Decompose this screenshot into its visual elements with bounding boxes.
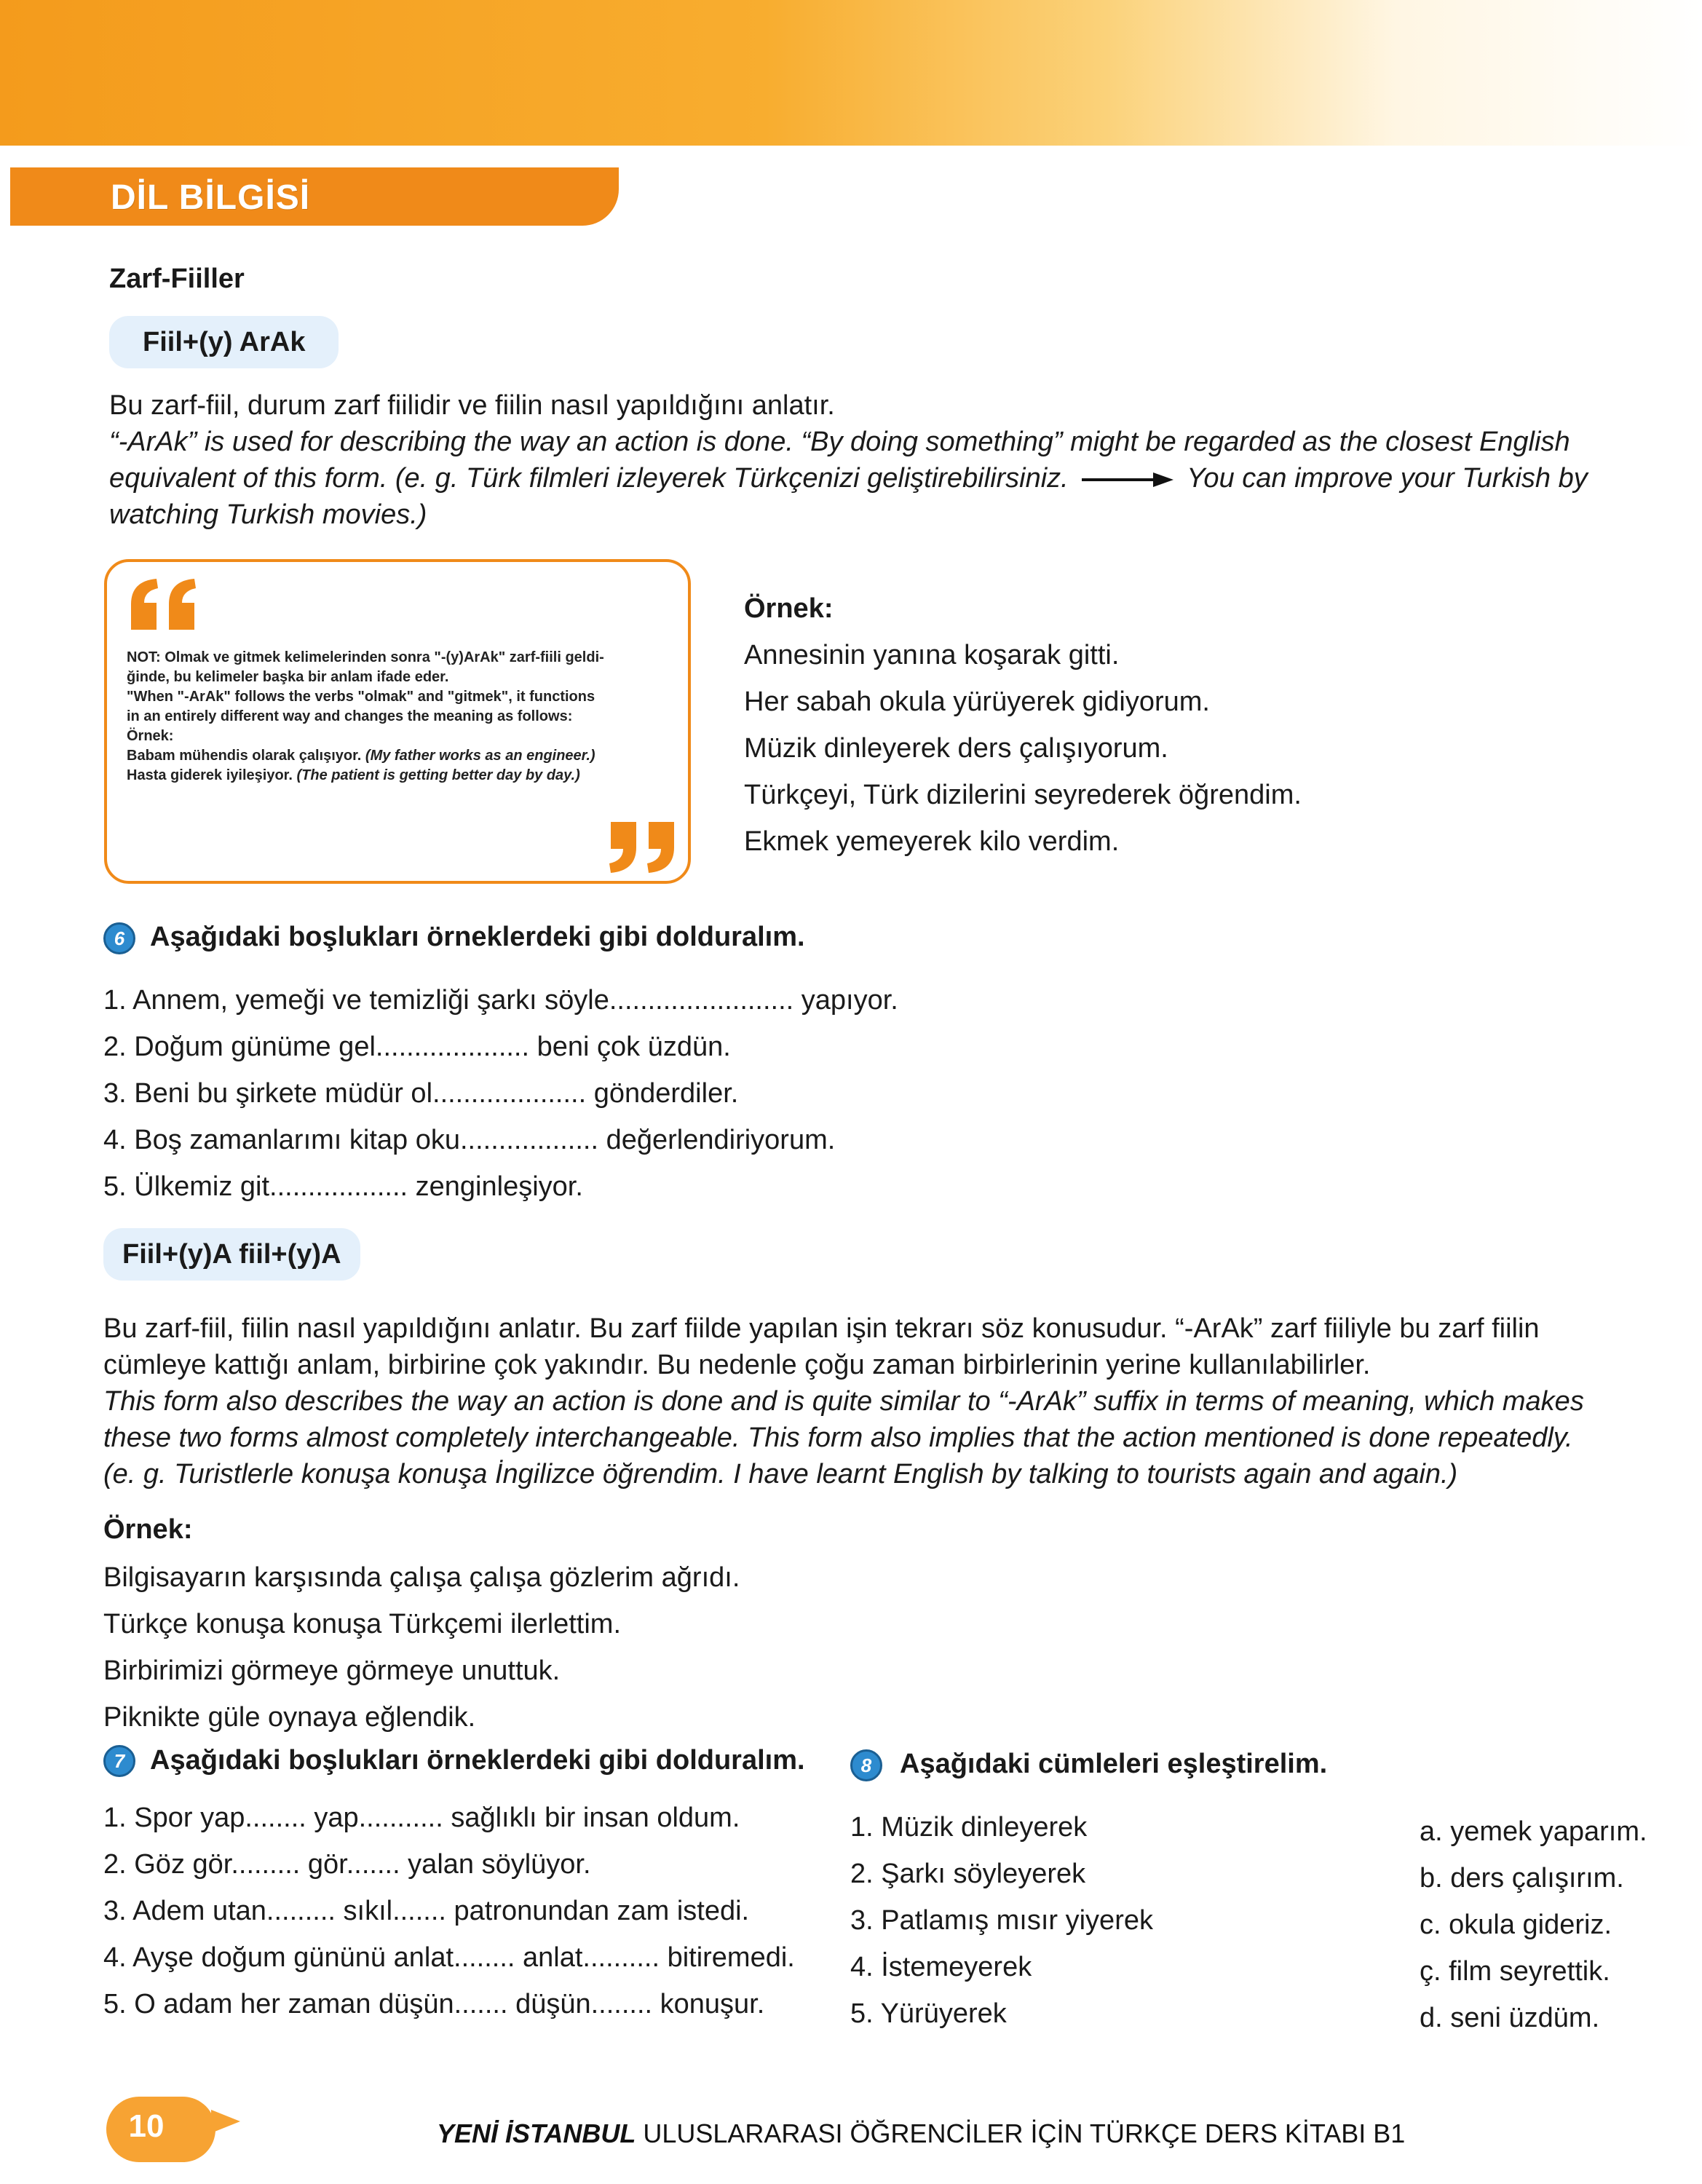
top-decorative-band (0, 0, 1702, 146)
exercise8-left-list (850, 1804, 1153, 2037)
intro-en-line2 (109, 460, 1638, 496)
note-example2-en: (The patient is getting better day by day.) (296, 767, 580, 783)
match-right-item: b. ders çalışırım. (1420, 1863, 1624, 1894)
match-right-item: a. yemek yaparım. (1420, 1816, 1647, 1847)
intro-paragraph-arak (109, 387, 1638, 533)
note-example1-tr: Babam mühendis olarak çalışıyor. (127, 748, 362, 764)
section-title: Zarf-Fiiller (109, 264, 245, 294)
intro-paragraph-ya (103, 1310, 1676, 1492)
exercise-item: 1. Spor yap........ yap........... sağlıklı bir insan oldum. (103, 1803, 740, 1833)
examples2-title: Örnek: (103, 1514, 193, 1545)
note-line5: Örnek: (127, 728, 174, 744)
match-left-item: 1. Müzik dinleyerek (850, 1812, 1088, 1843)
intro2-en-line2: these two forms almost completely interchangeable. This form also implies that the action mentioned is done repeatedly. (103, 1423, 1573, 1453)
arrow-right-icon (1080, 471, 1175, 488)
footer-brand: YENİ İSTANBUL (437, 2118, 636, 2148)
intro2-tr-line2: cümleye kattığı anlam, birbirine çok yakındır. Bu nedenle çoğu zaman birbirlerinin yerine kullanılabilirler. (103, 1350, 1371, 1380)
list-item: Her sabah okula yürüyerek gidiyorum. (744, 687, 1210, 717)
open-quote-icon (124, 575, 204, 633)
exercise-item: 4. Ayşe doğum gününü anlat........ anlat.......... bitiremedi. (103, 1942, 795, 1973)
match-left-item: 4. İstemeyerek (850, 1952, 1032, 1982)
note-example1-en: (My father works as an engineer.) (365, 748, 595, 764)
topic-pill-ya-ya: Fiil+(y)A fiil+(y)A (103, 1228, 360, 1281)
note-line2: ğinde, bu kelimeler başka bir anlam ifade eder. (127, 669, 449, 685)
examples1-title: Örnek: (744, 593, 834, 624)
list-item: Ekmek yemeyerek kilo verdim. (744, 826, 1120, 857)
exercise-item: 2. Doğum günüme gel.................... beni çok üzdün. (103, 1032, 731, 1062)
exercise6-list (103, 977, 898, 1210)
examples2-list (103, 1554, 740, 1741)
exercise-item: 4. Boş zamanlarımı kitap oku.................. değerlendiriyorum. (103, 1125, 836, 1155)
list-item: Annesinin yanına koşarak gitti. (744, 640, 1120, 670)
note-example2-tr: Hasta giderek iyileşiyor. (127, 767, 293, 783)
intro2-en-line3: (e. g. Turistlerle konuşa konuşa İngilizce öğrendim. I have learnt English by talking to tourists again and again.) (103, 1459, 1458, 1489)
intro2-tr-line1: Bu zarf-fiil, fiilin nasıl yapıldığını anlatır. Bu zarf fiilde yapılan işin tekrarı söz konusudur. “-ArAk” zarf fiiliyle bu zarf fiilin (103, 1313, 1540, 1344)
intro-en-line1: “-ArAk” is used for describing the way an action is done. “By doing something” might be regarded as the closest English (109, 427, 1570, 457)
list-item: Türkçeyi, Türk dizilerini seyrederek öğrendim. (744, 780, 1302, 810)
exercise-item: 3. Adem utan......... sıkıl....... patronundan zam istedi. (103, 1896, 750, 1926)
intro-en-line2-a: equivalent of this form. (e. g. Türk filmleri izleyerek Türkçenizi geliştirebilirsiniz. (109, 463, 1069, 494)
note-line1: NOT: Olmak ve gitmek kelimelerinden sonra "-(y)ArAk" zarf-fiili geldi- (127, 649, 604, 665)
intro2-en-line1: This form also describes the way an action is done and is quite similar to “-ArAk” suffix in terms of meaning, which makes (103, 1386, 1584, 1417)
list-item: Müzik dinleyerek ders çalışıyorum. (744, 733, 1168, 764)
match-left-item: 3. Patlamış mısır yiyerek (850, 1905, 1153, 1936)
intro-en-line2-b: You can improve your Turkish by (1187, 463, 1588, 494)
list-item: Piknikte güle oynaya eğlendik. (103, 1702, 476, 1733)
section-header-bar (10, 167, 619, 226)
exercise-item: 2. Göz gör......... gör....... yalan söylüyor. (103, 1849, 591, 1880)
intro-en-line3: watching Turkish movies.) (109, 499, 427, 530)
exercise-item: 5. O adam her zaman düşün....... düşün........ konuşur. (103, 1989, 765, 2019)
page-number: 10 (128, 2108, 165, 2144)
exercise6-title: Aşağıdaki boşlukları örneklerdeki gibi dolduralım. (150, 922, 805, 952)
note-example1 (127, 746, 680, 766)
match-right-item: c. okula gideriz. (1420, 1910, 1612, 1940)
exercise-item: 5. Ülkemiz git.................. zenginleşiyor. (103, 1171, 583, 1202)
match-right-item: ç. film seyrettik. (1420, 1956, 1610, 1987)
exercise-item: 1. Annem, yemeği ve temizliği şarkı söyle........................ yapıyor. (103, 985, 898, 1016)
exercise7-number-badge: 7 (103, 1745, 135, 1777)
match-left-item: 5. Yürüyerek (850, 1998, 1007, 2029)
exercise7-title: Aşağıdaki boşlukları örneklerdeki gibi dolduralım. (150, 1745, 805, 1776)
match-left-item: 2. Şarkı söyleyerek (850, 1859, 1086, 1889)
note-line3: "When "-ArAk" follows the verbs "olmak" and "gitmek", it functions (127, 689, 595, 705)
exercise7-list (103, 1795, 795, 2027)
intro-tr: Bu zarf-fiil, durum zarf fiilidir ve fiilin nasıl yapıldığını anlatır. (109, 390, 835, 421)
exercise8-right-list (1420, 1808, 1647, 2041)
list-item: Birbirimizi görmeye görmeye unuttuk. (103, 1655, 561, 1686)
topic-pill-arak: Fiil+(y) ArAk (109, 316, 339, 368)
note-example2 (127, 766, 680, 786)
exercise6-number-badge: 6 (103, 922, 135, 954)
section-header-title: DİL BİLGİSİ (111, 178, 311, 217)
footer-book-title: ULUSLARARASI ÖĞRENCİLER İÇİN TÜRKÇE DERS KİTABI B1 (643, 2118, 1406, 2148)
close-quote-icon (601, 818, 681, 877)
exercise8-title: Aşağıdaki cümleleri eşleştirelim. (900, 1749, 1328, 1779)
note-line4: in an entirely different way and changes the meaning as follows: (127, 708, 573, 724)
footer-title (437, 2118, 1405, 2149)
match-right-item: d. seni üzdüm. (1420, 2003, 1600, 2033)
exercise-item: 3. Beni bu şirkete müdür ol.................... gönderdiler. (103, 1078, 739, 1109)
list-item: Bilgisayarın karşısında çalışa çalışa gözlerim ağrıdı. (103, 1562, 740, 1593)
note-text (127, 648, 680, 786)
list-item: Türkçe konuşa konuşa Türkçemi ilerlettim. (103, 1609, 621, 1639)
examples1-list (744, 632, 1302, 865)
exercise8-number-badge: 8 (850, 1749, 882, 1781)
